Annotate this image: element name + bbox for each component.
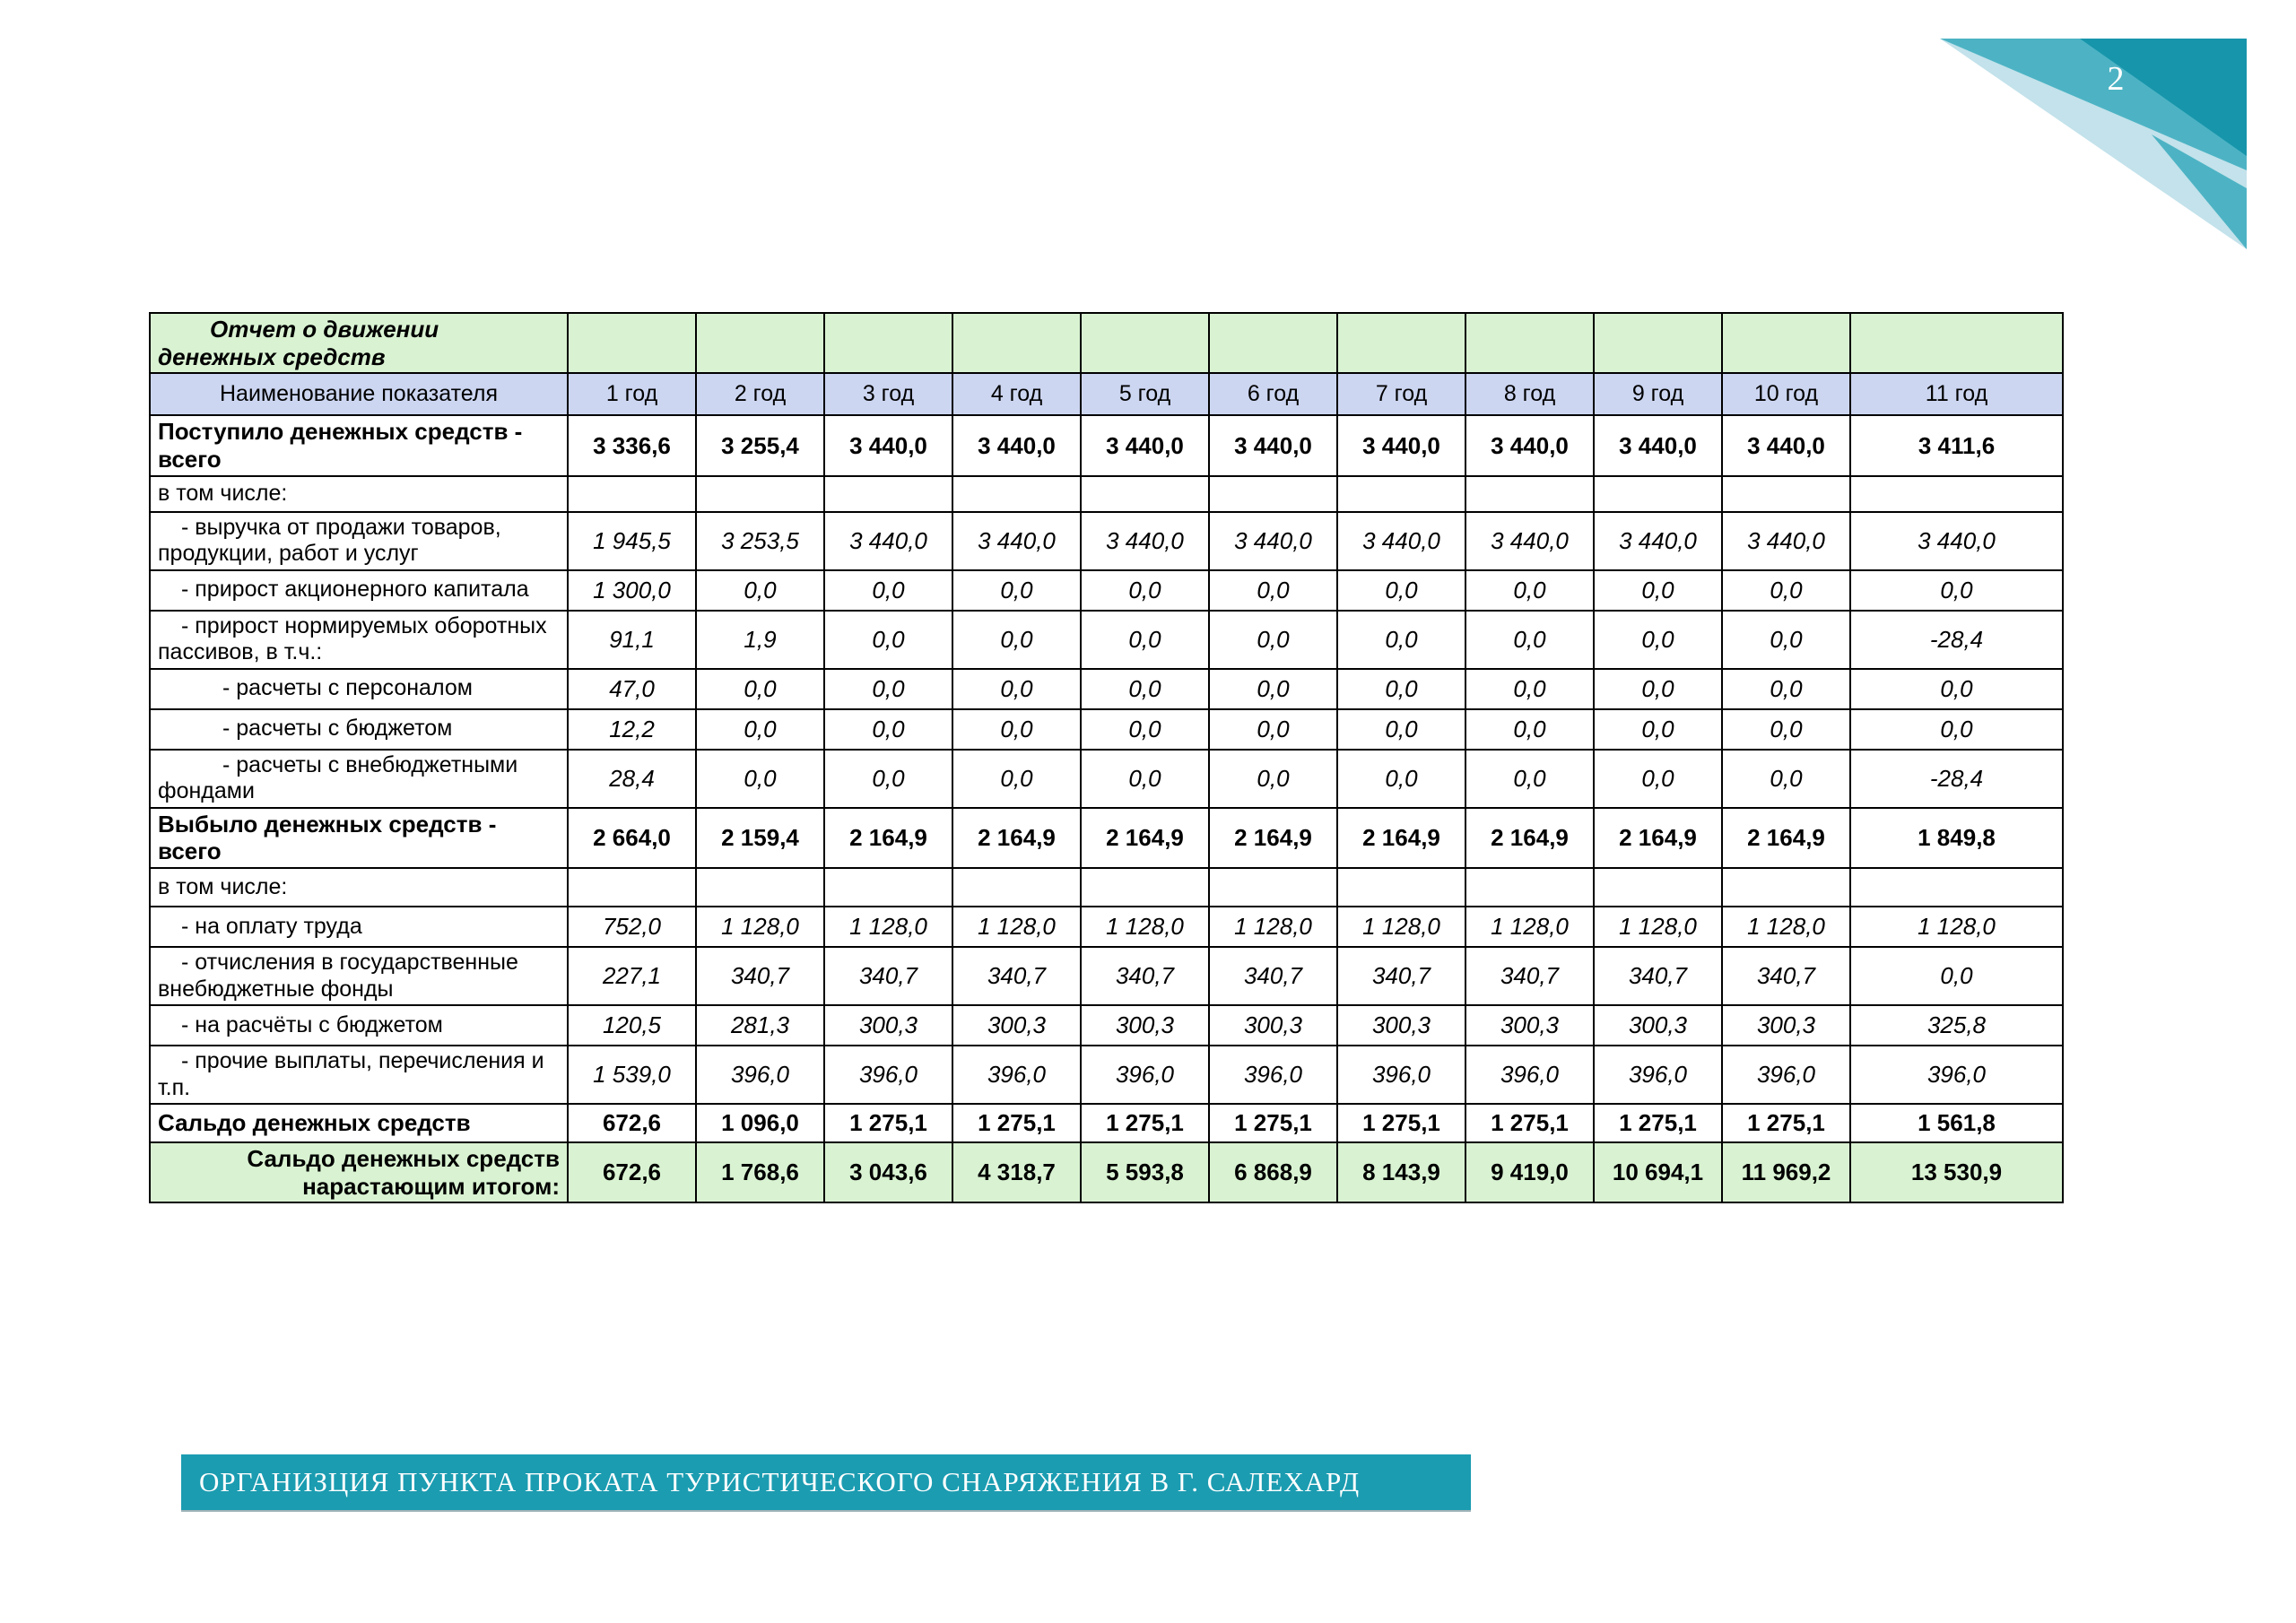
row-value-cell: 672,6 [568, 1104, 696, 1142]
row-value-cell: 1 300,0 [568, 570, 696, 611]
row-value-cell: 11 969,2 [1722, 1142, 1850, 1202]
row-value-cell: 340,7 [1337, 947, 1465, 1005]
row-value-cell: 1 849,8 [1850, 808, 2063, 868]
row-value-cell: 1 128,0 [1337, 907, 1465, 947]
row-value-cell: 8 143,9 [1337, 1142, 1465, 1202]
row-value-cell: 396,0 [824, 1046, 952, 1104]
row-value-cell: 0,0 [696, 750, 824, 808]
row-value-cell: 1 128,0 [696, 907, 824, 947]
row-value-cell: 0,0 [1337, 611, 1465, 669]
table-row [150, 512, 2063, 570]
header-year-column: 9 год [1594, 373, 1722, 415]
row-value-cell [1081, 476, 1209, 512]
row-value-cell: 300,3 [1722, 1005, 1850, 1046]
row-label: - расчеты с персоналом [150, 669, 568, 709]
row-value-cell: 0,0 [1465, 669, 1594, 709]
title-empty-cell [696, 313, 824, 373]
row-value-cell: 1 128,0 [824, 907, 952, 947]
row-value-cell: 0,0 [952, 709, 1081, 750]
row-value-cell [1850, 868, 2063, 907]
header-name-column: Наименование показателя [150, 373, 568, 415]
row-value-cell: 0,0 [952, 570, 1081, 611]
row-value-cell: 0,0 [824, 709, 952, 750]
row-value-cell: 1 945,5 [568, 512, 696, 570]
row-value-cell [696, 476, 824, 512]
row-value-cell: 3 253,5 [696, 512, 824, 570]
row-value-cell [1209, 868, 1337, 907]
table-row [150, 868, 2063, 907]
row-value-cell: 396,0 [1081, 1046, 1209, 1104]
row-value-cell: 1 128,0 [1594, 907, 1722, 947]
row-value-cell: 300,3 [952, 1005, 1081, 1046]
table-row [150, 570, 2063, 611]
row-value-cell: 340,7 [1209, 947, 1337, 1005]
row-value-cell: 1 275,1 [1081, 1104, 1209, 1142]
row-label: - прирост нормируемых оборотных пассивов, в т.ч.: [150, 611, 568, 669]
row-value-cell: 3 440,0 [952, 512, 1081, 570]
row-value-cell: 0,0 [1850, 947, 2063, 1005]
row-value-cell: 3 440,0 [1594, 415, 1722, 475]
row-value-cell: 0,0 [1081, 709, 1209, 750]
row-value-cell: 3 440,0 [1722, 415, 1850, 475]
row-value-cell: 396,0 [952, 1046, 1081, 1104]
row-value-cell: 1 275,1 [952, 1104, 1081, 1142]
cashflow-table [149, 312, 2064, 1203]
row-value-cell [568, 476, 696, 512]
row-label: - выручка от продажи товаров, продукции, работ и услуг [150, 512, 568, 570]
row-value-cell: 1 128,0 [1850, 907, 2063, 947]
table-row [150, 907, 2063, 947]
row-label: Выбыло денежных средств - всего [150, 808, 568, 868]
table-row [150, 415, 2063, 475]
row-value-cell: 3 336,6 [568, 415, 696, 475]
row-value-cell: 13 530,9 [1850, 1142, 2063, 1202]
title-empty-cell [1850, 313, 2063, 373]
title-empty-cell [1722, 313, 1850, 373]
row-value-cell: 340,7 [952, 947, 1081, 1005]
row-label: Поступило денежных средств - всего [150, 415, 568, 475]
row-value-cell: 0,0 [1722, 750, 1850, 808]
row-value-cell: 0,0 [1722, 611, 1850, 669]
row-value-cell: 1 128,0 [1081, 907, 1209, 947]
row-value-cell [568, 868, 696, 907]
row-value-cell [1722, 476, 1850, 512]
row-value-cell: 0,0 [1722, 570, 1850, 611]
row-value-cell [1465, 476, 1594, 512]
row-value-cell [1465, 868, 1594, 907]
row-value-cell: 3 440,0 [1337, 512, 1465, 570]
row-value-cell: 2 159,4 [696, 808, 824, 868]
row-label: в том числе: [150, 476, 568, 512]
title-empty-cell [952, 313, 1081, 373]
table-title: Отчет о движении денежных средств [150, 313, 568, 373]
row-value-cell: 752,0 [568, 907, 696, 947]
row-value-cell: 2 164,9 [1594, 808, 1722, 868]
row-value-cell: 0,0 [696, 669, 824, 709]
row-value-cell: 3 440,0 [1337, 415, 1465, 475]
row-value-cell: 1 275,1 [1337, 1104, 1465, 1142]
header-year-column: 11 год [1850, 373, 2063, 415]
row-value-cell: 1 096,0 [696, 1104, 824, 1142]
row-value-cell: 0,0 [1081, 570, 1209, 611]
row-value-cell: 0,0 [1465, 709, 1594, 750]
row-value-cell: 2 164,9 [952, 808, 1081, 868]
row-value-cell: 10 694,1 [1594, 1142, 1722, 1202]
row-value-cell [696, 868, 824, 907]
table-header-row [150, 373, 2063, 415]
row-value-cell: 0,0 [952, 669, 1081, 709]
title-empty-cell [1209, 313, 1337, 373]
table-row [150, 750, 2063, 808]
row-value-cell: 2 164,9 [1209, 808, 1337, 868]
row-value-cell: 0,0 [1081, 750, 1209, 808]
row-value-cell [1850, 476, 2063, 512]
title-empty-cell [1337, 313, 1465, 373]
row-value-cell: 3 440,0 [1081, 512, 1209, 570]
row-value-cell [1209, 476, 1337, 512]
title-empty-cell [568, 313, 696, 373]
header-year-column: 2 год [696, 373, 824, 415]
row-value-cell [824, 868, 952, 907]
page-number: 2 [2107, 60, 2125, 98]
header-year-column: 4 год [952, 373, 1081, 415]
row-value-cell: 281,3 [696, 1005, 824, 1046]
row-value-cell [1594, 476, 1722, 512]
title-empty-cell [824, 313, 952, 373]
row-label: - на оплату труда [150, 907, 568, 947]
row-value-cell: 0,0 [1081, 611, 1209, 669]
header-year-column: 5 год [1081, 373, 1209, 415]
row-value-cell: 12,2 [568, 709, 696, 750]
row-value-cell: 3 440,0 [952, 415, 1081, 475]
row-value-cell: 0,0 [1209, 570, 1337, 611]
row-value-cell: 0,0 [824, 611, 952, 669]
row-value-cell: 4 318,7 [952, 1142, 1081, 1202]
row-label: - расчеты с внебюджетными фондами [150, 750, 568, 808]
header-year-column: 1 год [568, 373, 696, 415]
row-label: Сальдо денежных средств [150, 1104, 568, 1142]
table-row [150, 709, 2063, 750]
header-year-column: 10 год [1722, 373, 1850, 415]
corner-triangles-graphic [1936, 0, 2247, 253]
row-value-cell: 3 440,0 [1209, 512, 1337, 570]
row-value-cell: 396,0 [696, 1046, 824, 1104]
row-value-cell: 396,0 [1209, 1046, 1337, 1104]
row-value-cell: 0,0 [1209, 750, 1337, 808]
footer-banner-text: ОРГАНИЗЦИЯ ПУНКТА ПРОКАТА ТУРИСТИЧЕСКОГО СНАРЯЖЕНИЯ В Г. САЛЕХАРД [199, 1466, 1361, 1497]
table-row [150, 669, 2063, 709]
row-value-cell: 1 128,0 [1722, 907, 1850, 947]
row-value-cell: 0,0 [1594, 750, 1722, 808]
row-value-cell: 300,3 [1594, 1005, 1722, 1046]
row-value-cell: 3 440,0 [1465, 415, 1594, 475]
row-value-cell: 91,1 [568, 611, 696, 669]
table-row [150, 611, 2063, 669]
row-value-cell: 47,0 [568, 669, 696, 709]
row-value-cell: 2 664,0 [568, 808, 696, 868]
row-value-cell: 3 440,0 [824, 415, 952, 475]
row-value-cell: 2 164,9 [1081, 808, 1209, 868]
row-value-cell: 340,7 [696, 947, 824, 1005]
row-value-cell: 340,7 [1594, 947, 1722, 1005]
table-title-row [150, 313, 2063, 373]
table-row [150, 808, 2063, 868]
row-value-cell: 0,0 [1337, 669, 1465, 709]
row-value-cell: 672,6 [568, 1142, 696, 1202]
row-value-cell: 1 128,0 [1465, 907, 1594, 947]
row-value-cell: 0,0 [1594, 570, 1722, 611]
table-row [150, 947, 2063, 1005]
row-value-cell: 1 539,0 [568, 1046, 696, 1104]
table-row [150, 476, 2063, 512]
row-value-cell: 0,0 [952, 611, 1081, 669]
row-value-cell: 9 419,0 [1465, 1142, 1594, 1202]
table-row [150, 1046, 2063, 1104]
header-year-column: 8 год [1465, 373, 1594, 415]
row-value-cell: 340,7 [1465, 947, 1594, 1005]
row-value-cell: 0,0 [696, 709, 824, 750]
row-value-cell: 0,0 [1722, 709, 1850, 750]
row-value-cell: 0,0 [952, 750, 1081, 808]
row-value-cell: 120,5 [568, 1005, 696, 1046]
row-value-cell: 1 275,1 [824, 1104, 952, 1142]
row-label: - прочие выплаты, перечисления и т.п. [150, 1046, 568, 1104]
row-value-cell [952, 476, 1081, 512]
row-value-cell: 396,0 [1594, 1046, 1722, 1104]
row-value-cell: 1 275,1 [1209, 1104, 1337, 1142]
table-row [150, 1005, 2063, 1046]
row-value-cell: 340,7 [1722, 947, 1850, 1005]
row-value-cell: 0,0 [1209, 611, 1337, 669]
row-value-cell: 396,0 [1465, 1046, 1594, 1104]
row-value-cell: 5 593,8 [1081, 1142, 1209, 1202]
row-value-cell: 3 043,6 [824, 1142, 952, 1202]
row-value-cell: 0,0 [1209, 709, 1337, 750]
table-row [150, 1142, 2063, 1202]
row-value-cell: 340,7 [824, 947, 952, 1005]
row-value-cell [1337, 476, 1465, 512]
row-value-cell: 0,0 [1850, 570, 2063, 611]
row-value-cell: 300,3 [1465, 1005, 1594, 1046]
row-value-cell: 0,0 [696, 570, 824, 611]
row-value-cell: 3 440,0 [1209, 415, 1337, 475]
row-value-cell: 0,0 [1722, 669, 1850, 709]
row-label: - отчисления в государственные внебюджетные фонды [150, 947, 568, 1005]
row-value-cell: 3 440,0 [1722, 512, 1850, 570]
row-value-cell [1081, 868, 1209, 907]
row-value-cell: 6 868,9 [1209, 1142, 1337, 1202]
row-value-cell [824, 476, 952, 512]
row-label: - на расчёты с бюджетом [150, 1005, 568, 1046]
row-value-cell: 1 128,0 [952, 907, 1081, 947]
row-value-cell: 0,0 [1594, 669, 1722, 709]
row-value-cell: 3 411,6 [1850, 415, 2063, 475]
row-value-cell: 1 275,1 [1722, 1104, 1850, 1142]
row-value-cell: 396,0 [1850, 1046, 2063, 1104]
row-value-cell: 1 275,1 [1594, 1104, 1722, 1142]
row-value-cell: 2 164,9 [1722, 808, 1850, 868]
header-year-column: 6 год [1209, 373, 1337, 415]
title-empty-cell [1081, 313, 1209, 373]
header-year-column: 3 год [824, 373, 952, 415]
row-value-cell: 3 440,0 [1465, 512, 1594, 570]
row-value-cell: 1 275,1 [1465, 1104, 1594, 1142]
row-value-cell: 1,9 [696, 611, 824, 669]
row-value-cell: -28,4 [1850, 611, 2063, 669]
row-value-cell [1722, 868, 1850, 907]
row-value-cell: 3 440,0 [1850, 512, 2063, 570]
row-value-cell: 0,0 [824, 750, 952, 808]
row-value-cell: 3 440,0 [824, 512, 952, 570]
footer-banner [181, 1454, 1471, 1510]
row-value-cell: 0,0 [824, 669, 952, 709]
row-value-cell: 0,0 [1465, 570, 1594, 611]
row-value-cell: 0,0 [1850, 669, 2063, 709]
row-value-cell: 0,0 [824, 570, 952, 611]
row-value-cell: 0,0 [1081, 669, 1209, 709]
row-value-cell: 2 164,9 [824, 808, 952, 868]
row-value-cell: 300,3 [1081, 1005, 1209, 1046]
row-label: в том числе: [150, 868, 568, 907]
row-value-cell: 0,0 [1209, 669, 1337, 709]
row-value-cell: 396,0 [1722, 1046, 1850, 1104]
row-value-cell: 2 164,9 [1465, 808, 1594, 868]
header-year-column: 7 год [1337, 373, 1465, 415]
row-value-cell: 396,0 [1337, 1046, 1465, 1104]
row-value-cell [1337, 868, 1465, 907]
row-value-cell: 3 440,0 [1594, 512, 1722, 570]
row-value-cell: 1 768,6 [696, 1142, 824, 1202]
row-value-cell: 340,7 [1081, 947, 1209, 1005]
row-value-cell: 300,3 [1337, 1005, 1465, 1046]
title-empty-cell [1465, 313, 1594, 373]
row-value-cell: -28,4 [1850, 750, 2063, 808]
row-value-cell: 300,3 [824, 1005, 952, 1046]
row-value-cell: 300,3 [1209, 1005, 1337, 1046]
row-value-cell: 1 561,8 [1850, 1104, 2063, 1142]
row-value-cell [952, 868, 1081, 907]
row-label: - расчеты с бюджетом [150, 709, 568, 750]
row-value-cell: 3 440,0 [1081, 415, 1209, 475]
row-value-cell: 2 164,9 [1337, 808, 1465, 868]
row-value-cell: 0,0 [1337, 709, 1465, 750]
row-value-cell: 0,0 [1594, 611, 1722, 669]
row-value-cell: 0,0 [1337, 750, 1465, 808]
row-label: - прирост акционерного капитала [150, 570, 568, 611]
table-row [150, 1104, 2063, 1142]
row-value-cell: 0,0 [1850, 709, 2063, 750]
row-label: Сальдо денежных средств нарастающим итогом: [150, 1142, 568, 1202]
row-value-cell: 3 255,4 [696, 415, 824, 475]
title-empty-cell [1594, 313, 1722, 373]
row-value-cell: 28,4 [568, 750, 696, 808]
row-value-cell: 1 128,0 [1209, 907, 1337, 947]
row-value-cell: 0,0 [1594, 709, 1722, 750]
row-value-cell: 227,1 [568, 947, 696, 1005]
corner-decoration [1936, 0, 2247, 253]
row-value-cell: 0,0 [1465, 750, 1594, 808]
row-value-cell [1594, 868, 1722, 907]
row-value-cell: 0,0 [1337, 570, 1465, 611]
row-value-cell: 325,8 [1850, 1005, 2063, 1046]
row-value-cell: 0,0 [1465, 611, 1594, 669]
